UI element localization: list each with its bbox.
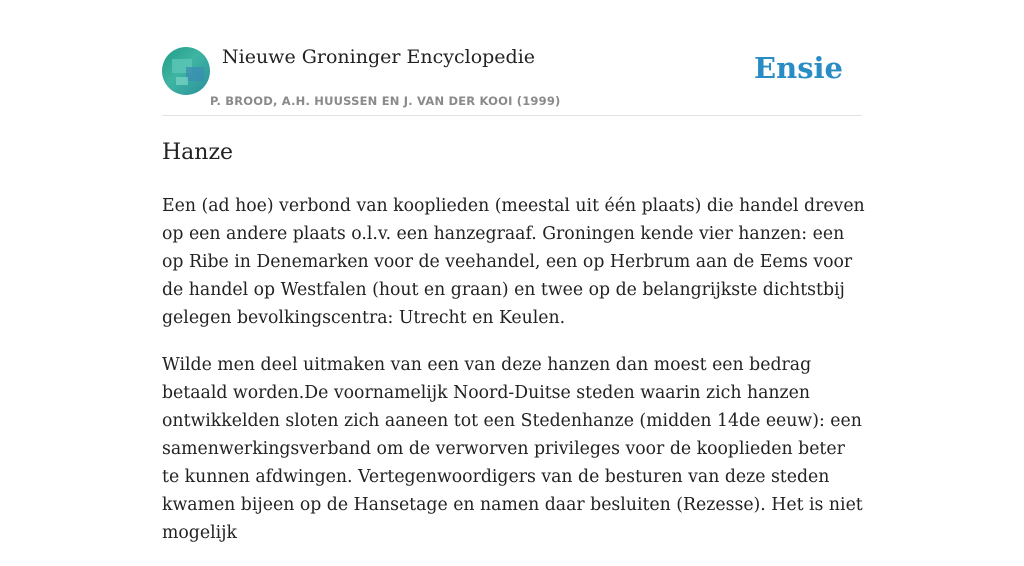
header-divider bbox=[162, 115, 862, 116]
brand-logo[interactable]: Ensie bbox=[754, 51, 843, 85]
header bbox=[162, 46, 862, 116]
publication-title[interactable]: Nieuwe Groninger Encyclopedie bbox=[222, 46, 536, 68]
article-paragraph: Wilde men deel uitmaken van een van deze hanzen dan moest een bedrag betaald worden.De voornamelijk Noord-Duitse steden waarin zich hanzen ontwikkelden sloten zich aaneen tot een Stedenhanze (midden 14de eeuw): een samenwerkingsverband om de verworven privileges voor de kooplieden beter te kunnen afdwingen. Vertegenwoordigers van de besturen van deze steden kwamen bijeen op de Hansetage en namen daar besluiten (Rezesse). Het is niet mogelijk bbox=[162, 355, 863, 543]
article-paragraph: Een (ad hoe) verbond van kooplieden (meestal uit één plaats) die handel dreven op een andere plaats o.l.v. een hanzegraaf. Groningen kende vier hanzen: een op Ribe in Denemarken voor de veehandel, een op Herbrum aan de Eems voor de handel op Westfalen (hout en graan) en twee op de belangrijkste dichtstbij gelegen bevolkingscentra: Utrecht en Keulen. bbox=[162, 196, 865, 328]
encyclopedia-cover-icon[interactable] bbox=[162, 47, 210, 95]
publication-authors: P. BROOD, A.H. HUUSSEN EN J. VAN DER KOOI (1999) bbox=[210, 94, 561, 108]
article-body bbox=[162, 192, 867, 566]
article-title: Hanze bbox=[162, 140, 234, 165]
